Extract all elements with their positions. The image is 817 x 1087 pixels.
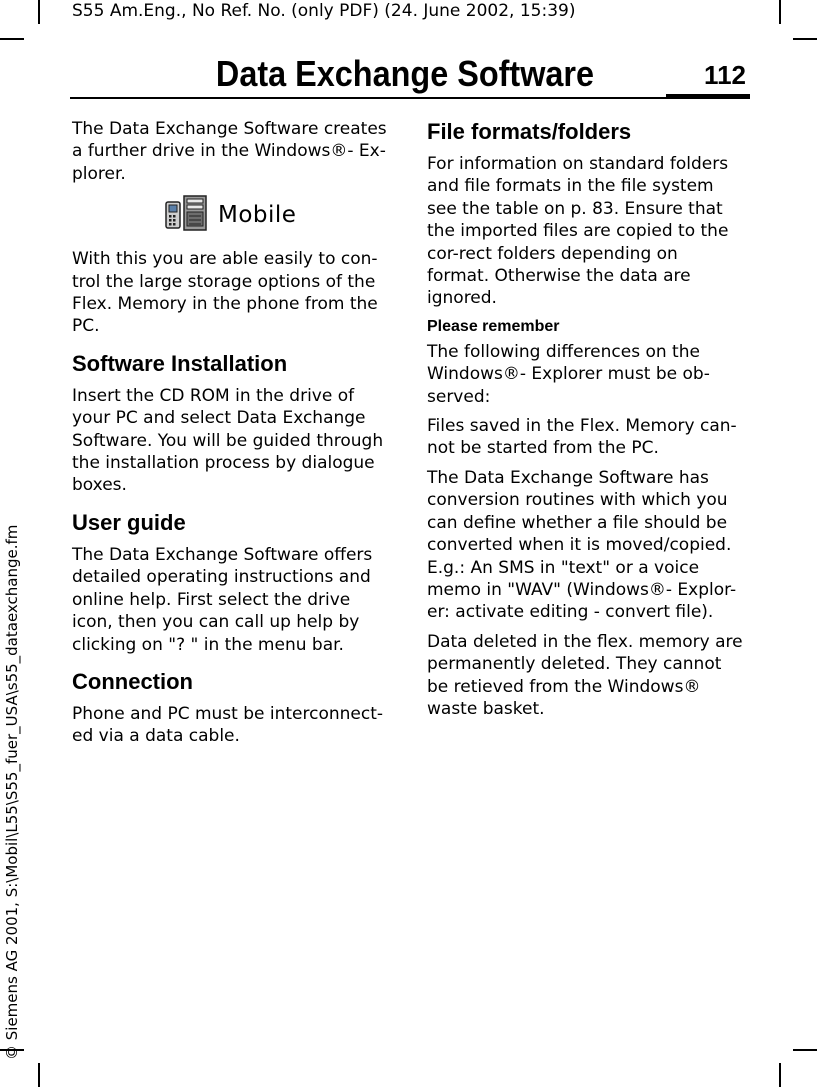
copyright-sidebar: © Siemens AG 2001, S:\Mobil\L55\S55_fuer_USA\s55_dataexchange.fm — [3, 524, 21, 1060]
page-number-rule — [666, 94, 750, 99]
page-title: Data Exchange Software — [215, 53, 595, 94]
mobile-drive-icon — [164, 190, 210, 240]
mobile-drive-figure — [164, 192, 392, 238]
section-heading-file-formats: File formats/folders — [427, 119, 632, 144]
crop-mark — [779, 0, 781, 24]
remember-paragraph: The following differences on the Windows®- Explorer must be ob-served: — [427, 341, 710, 407]
section-heading-user-guide: User guide — [72, 509, 186, 535]
section-heading-installation: Software Installation — [72, 350, 288, 376]
header-rule — [70, 97, 750, 99]
left-column — [72, 118, 392, 755]
installation-paragraph: Insert the CD ROM in the drive of your PC and select Data Exchange Software. You will be guided through the installation process by dialogue boxes. — [72, 385, 384, 496]
connection-paragraph: Phone and PC must be interconnect-ed via a data cable. — [72, 703, 384, 747]
crop-mark — [793, 38, 817, 40]
crop-mark — [38, 1063, 40, 1087]
crop-mark — [779, 1063, 781, 1087]
subheading-please-remember: Please remember — [427, 317, 560, 335]
remember-paragraph: The Data Exchange Software has conversion routines with which you can define whether a file should be converted when it is moved/copied. E.g.: An SMS in "text" or a voice memo in "WAV" (Windows®- Explor-er: activate editing - convert file). — [427, 467, 737, 623]
mobile-drive-label: Mobile — [218, 202, 297, 229]
file-formats-paragraph: For information on standard folders and file formats in the file system see the table on p. 83. Ensure that the imported files are copied to the cor-rect folders depending on format. Otherwise the data are ignored. — [427, 154, 729, 309]
crop-mark — [0, 38, 24, 40]
intro-paragraph: The Data Exchange Software creates a further drive in the Windows®- Ex-plorer. — [72, 119, 387, 184]
page-number: 112 — [704, 60, 746, 90]
crop-mark — [38, 0, 40, 24]
right-column — [427, 118, 745, 727]
document-header: S55 Am.Eng., No Ref. No. (only PDF) (24. June 2002, 15:39) — [72, 1, 576, 21]
user-guide-paragraph: The Data Exchange Software offers detailed operating instructions and online help. First select the drive icon, then you can call up help by clicking on "? " in the menu bar. — [72, 544, 373, 655]
intro-paragraph-2: With this you are able easily to con-trol the large storage options of the Flex. Memory in the phone from the PC. — [72, 249, 378, 337]
remember-paragraph: Files saved in the Flex. Memory can-not be started from the PC. — [427, 416, 737, 459]
crop-mark — [793, 1049, 817, 1051]
remember-paragraph: Data deleted in the flex. memory are permanently deleted. They cannot be retieved from the Windows® waste basket. — [427, 631, 743, 719]
section-heading-connection: Connection — [72, 668, 193, 694]
